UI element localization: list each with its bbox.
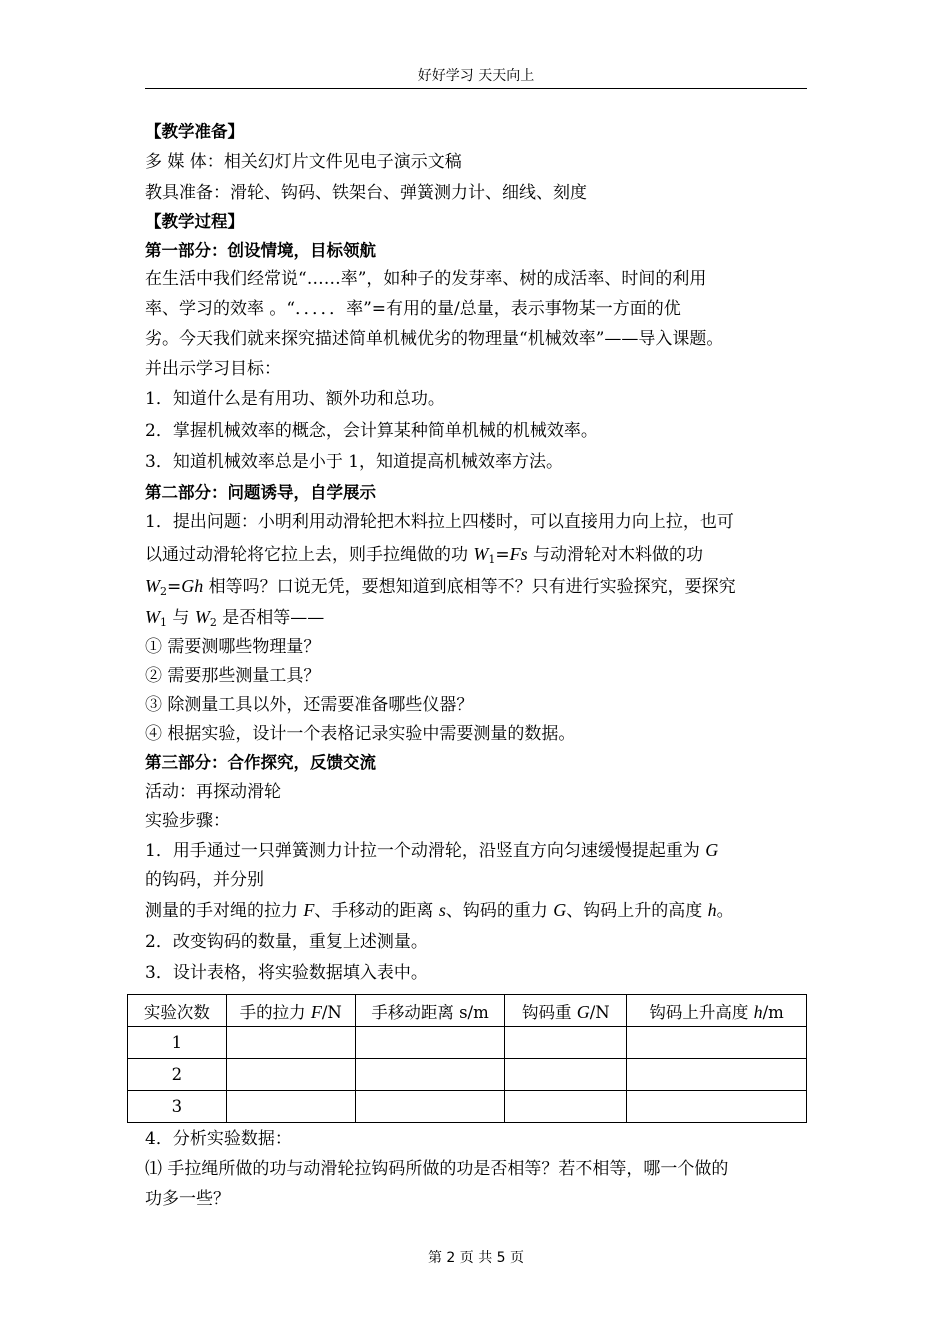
step-2: 2．改变钩码的数量，重复上述测量。 xyxy=(145,932,428,952)
part2-line-2: 以通过动滑轮将它拉上去，则手拉绳做的功 $W_1=Fs$ 与动滑轮对木料做的功 xyxy=(145,544,704,566)
header-hand-distance: 手移动距离 s/m xyxy=(355,995,505,1027)
table-cell[interactable] xyxy=(355,1027,505,1059)
part2-line-4: $W_1$ 与 $W_2$ 是否相等—— xyxy=(145,607,325,629)
header-weight: 钩码重 G/N xyxy=(505,995,627,1027)
analysis-q1-line-1: ⑴ 手拉绳所做的功与动滑轮拉钩码所做的功是否相等？若不相等，哪一个做的 xyxy=(145,1159,729,1179)
question-1: ① 需要测哪些物理量？ xyxy=(145,637,321,657)
question-4: ④ 根据实验，设计一个表格记录实验中需要测量的数据。 xyxy=(145,724,576,744)
table-cell[interactable] xyxy=(355,1059,505,1091)
step-1-line-3: 测量的手对绳的拉力 F、手移动的距离 s、钩码的重力 G、钩码上升的高度 h。 xyxy=(145,900,734,921)
steps-label: 实验步骤： xyxy=(145,811,230,831)
table-cell[interactable] xyxy=(505,1091,627,1123)
media-line xyxy=(145,151,810,173)
table-cell[interactable] xyxy=(627,1059,807,1091)
part1-line-1: 在生活中我们经常说“……率”，如种子的发芽率、树的成活率、时间的利用 xyxy=(145,269,707,289)
table-cell[interactable] xyxy=(505,1027,627,1059)
part3-heading: 第三部分：合作探究，反馈交流 xyxy=(145,753,376,772)
prep-heading: 【教学准备】 xyxy=(145,122,244,141)
goal-2: 2．掌握机械效率的概念，会计算某种简单机械的机械效率。 xyxy=(145,421,598,441)
page-header: 好好学习 天天向上 xyxy=(417,68,535,84)
step-1-line-1: 1．用手通过一只弹簧测力计拉一个动滑轮，沿竖直方向匀速缓慢提起重为 G xyxy=(145,840,719,861)
question-3: ③ 除测量工具以外，还需要准备哪些仪器？ xyxy=(145,695,474,715)
table-cell[interactable] xyxy=(226,1059,355,1091)
analysis-q1-line-2: 功多一些？ xyxy=(145,1189,230,1209)
part1-line-2: 率、学习的效率 。“．．．．．率”=有用的量/总量，表示事物某一方面的优 xyxy=(145,299,681,319)
step-1-line-2: 的钩码，并分别 xyxy=(145,870,264,890)
goal-1: 1．知道什么是有用功、额外功和总功。 xyxy=(145,389,445,409)
page-number: 第 2 页 共 5 页 xyxy=(427,1250,525,1266)
table-row xyxy=(128,1059,807,1091)
table-cell[interactable] xyxy=(226,1091,355,1123)
step-3: 3．设计表格，将实验数据填入表中。 xyxy=(145,963,428,983)
part2-heading: 第二部分：问题诱导，自学展示 xyxy=(145,483,376,502)
header-trial: 实验次数 xyxy=(128,995,227,1027)
table-header-row xyxy=(128,995,807,1027)
header-divider xyxy=(145,88,807,89)
tools-text: 滑轮、钩码、铁架台、弹簧测力计、细线、刻度 xyxy=(230,183,587,203)
header-rise-height: 钩码上升高度 h/m xyxy=(627,995,807,1027)
trial-number: 1 xyxy=(128,1027,227,1059)
tools-label: 教具准备： xyxy=(145,183,230,203)
table-cell[interactable] xyxy=(505,1059,627,1091)
table-cell[interactable] xyxy=(627,1091,807,1123)
step-4: 4．分析实验数据： xyxy=(145,1129,292,1149)
part1-line-4: 并出示学习目标： xyxy=(145,359,281,379)
question-2: ② 需要那些测量工具？ xyxy=(145,666,321,686)
table-cell[interactable] xyxy=(627,1027,807,1059)
process-heading: 【教学过程】 xyxy=(145,212,244,231)
trial-number: 3 xyxy=(128,1091,227,1123)
header-pull-force: 手的拉力 F/N xyxy=(226,995,355,1027)
table-row xyxy=(128,1027,807,1059)
data-table xyxy=(127,994,807,1123)
tools-line xyxy=(145,182,810,204)
goal-3: 3．知道机械效率总是小于 1，知道提高机械效率方法。 xyxy=(145,452,564,472)
part2-line-1: 1．提出问题：小明利用动滑轮把木料拉上四楼时，可以直接用力向上拉，也可 xyxy=(145,512,734,532)
part1-line-3: 劣。今天我们就来探究描述简单机械优劣的物理量“机械效率”——导入课题。 xyxy=(145,329,724,349)
part1-heading: 第一部分：创设情境，目标领航 xyxy=(145,241,376,260)
part2-line-3: $W_2=Gh$ 相等吗？口说无凭，要想知道到底相等不？只有进行实验探究，要探究 xyxy=(145,576,736,598)
media-text: 相关幻灯片文件见电子演示文稿 xyxy=(223,152,462,172)
media-label: 多 媒 体： xyxy=(145,152,224,172)
activity-line: 活动：再探动滑轮 xyxy=(145,782,281,802)
trial-number: 2 xyxy=(128,1059,227,1091)
table-cell[interactable] xyxy=(355,1091,505,1123)
table-row xyxy=(128,1091,807,1123)
table-cell[interactable] xyxy=(226,1027,355,1059)
